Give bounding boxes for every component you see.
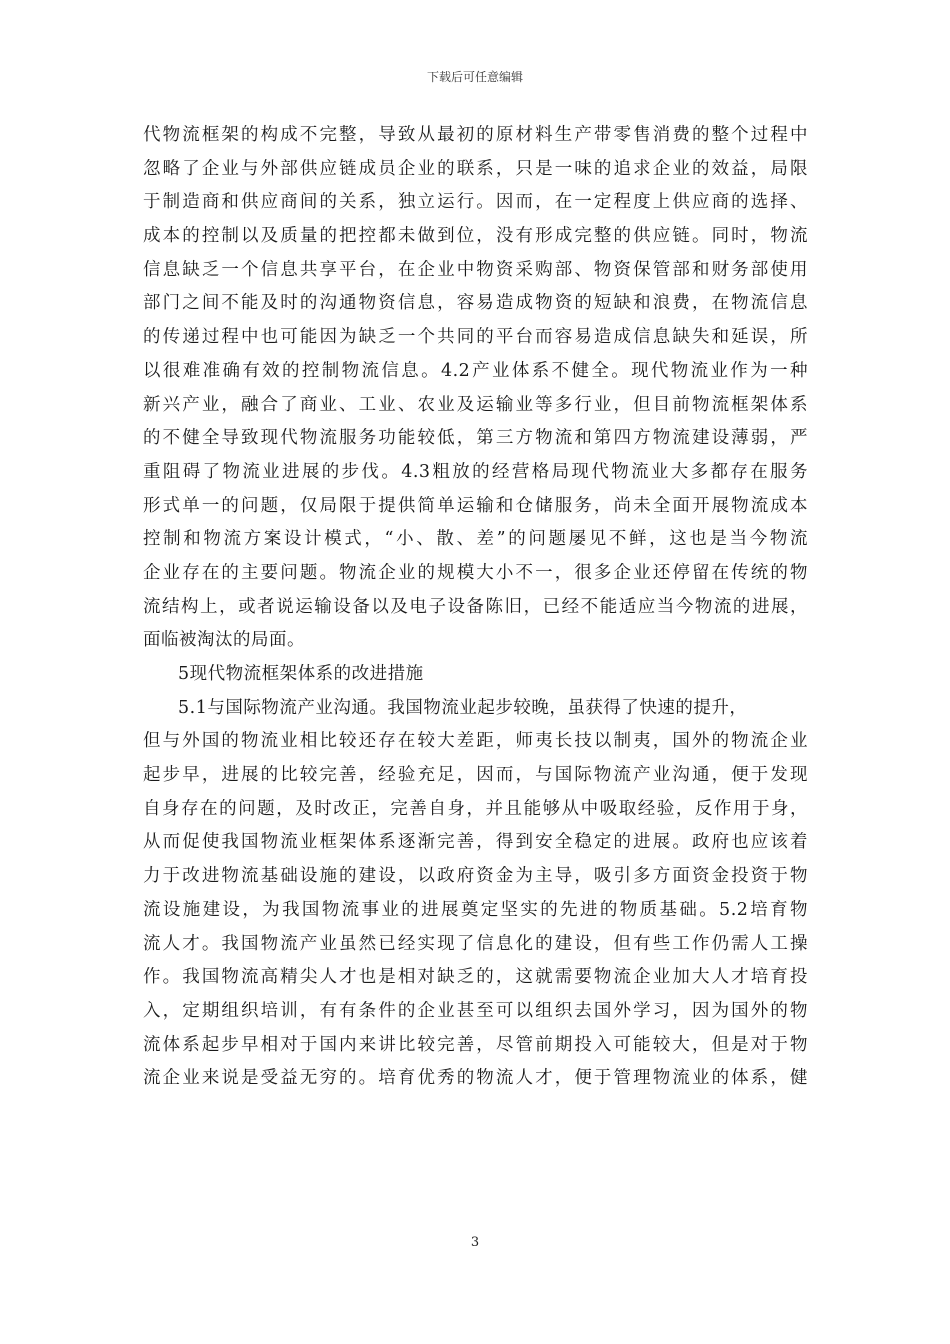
text-line: 重阻碍了物流业进展的步伐。4.3粗放的经营格局现代物流业大多都存在服务	[143, 461, 808, 482]
text-line: 自身存在的问题，及时改正，完善自身，并且能够从中吸取经验，反作用于身，	[143, 798, 808, 819]
page-header: 下载后可任意编辑	[426, 70, 523, 84]
text-line: 力于改进物流基础设施的建设，以政府资金为主导，吸引多方面资金投资于物	[143, 866, 808, 887]
text-line: 入，定期组织培训，有有条件的企业甚至可以组织去国外学习，因为国外的物	[143, 1000, 808, 1021]
text-line: 形式单一的问题，仅局限于提供简单运输和仓储服务，尚未全面开展物流成本	[143, 495, 808, 516]
text-line: 的不健全导致现代物流服务功能较低，第三方物流和第四方物流建设薄弱，严	[143, 428, 808, 449]
text-line: 但与外国的物流业相比较还存在较大差距，师夷长技以制夷，国外的物流企业	[143, 731, 808, 752]
text-line: 的传递过程中也可能因为缺乏一个共同的平台而容易造成信息缺失和延误，所	[143, 327, 808, 348]
text-line: 从而促使我国物流业框架体系逐渐完善，得到安全稳定的进展。政府也应该着	[143, 832, 808, 853]
text-line: 忽略了企业与外部供应链成员企业的联系，只是一味的追求企业的效益，局限	[143, 158, 808, 179]
text-line: 作。我国物流高精尖人才也是相对缺乏的，这就需要物流企业加大人才培育投	[143, 967, 808, 988]
page-number: 3	[470, 1235, 480, 1250]
text-line: 部门之间不能及时的沟通物资信息，容易造成物资的短缺和浪费，在物流信息	[143, 293, 808, 314]
text-line: 流人才。我国物流产业虽然已经实现了信息化的建设，但有些工作仍需人工操	[143, 933, 808, 954]
text-line: 流设施建设，为我国物流事业的进展奠定坚实的先进的物质基础。5.2培育物	[143, 899, 808, 920]
text-line: 以很难准确有效的控制物流信息。4.2产业体系不健全。现代物流业作为一种	[143, 360, 808, 381]
text-line: 新兴产业，融合了商业、工业、农业及运输业等多行业，但目前物流框架体系	[143, 394, 808, 415]
text-line: 流体系起步早相对于国内来讲比较完善，尽管前期投入可能较大，但是对于物	[143, 1034, 808, 1055]
text-line: 控制和物流方案设计模式，“小、散、差”的问题屡见不鲜，这也是当今物流	[143, 529, 808, 550]
text-line: 企业存在的主要问题。物流企业的规模大小不一，很多企业还停留在传统的物	[143, 562, 808, 583]
text-line: 成本的控制以及质量的把控都未做到位，没有形成完整的供应链。同时，物流	[143, 226, 808, 247]
document-body	[143, 119, 808, 1096]
text-line: 5.1与国际物流产业沟通。我国物流业起步较晚，虽获得了快速的提升，	[178, 697, 748, 718]
text-line: 于制造商和供应商间的关系，独立运行。因而，在一定程度上供应商的选择、	[143, 192, 808, 213]
text-line: 代物流框架的构成不完整，导致从最初的原材料生产带零售消费的整个过程中	[143, 125, 808, 145]
text-line: 面临被淘汰的局面。	[143, 630, 305, 651]
text-line: 流结构上，或者说运输设备以及电子设备陈旧，已经不能适应当今物流的进展，	[143, 596, 808, 617]
text-line: 起步早，进展的比较完善，经验充足，因而，与国际物流产业沟通，便于发现	[143, 765, 808, 786]
section-heading: 5现代物流框架体系的改进措施	[178, 664, 424, 684]
text-line: 信息缺乏一个信息共享平台，在企业中物资采购部、物资保管部和财务部使用	[143, 259, 808, 280]
text-line: 流企业来说是受益无穷的。培育优秀的物流人才，便于管理物流业的体系，健	[143, 1068, 808, 1089]
